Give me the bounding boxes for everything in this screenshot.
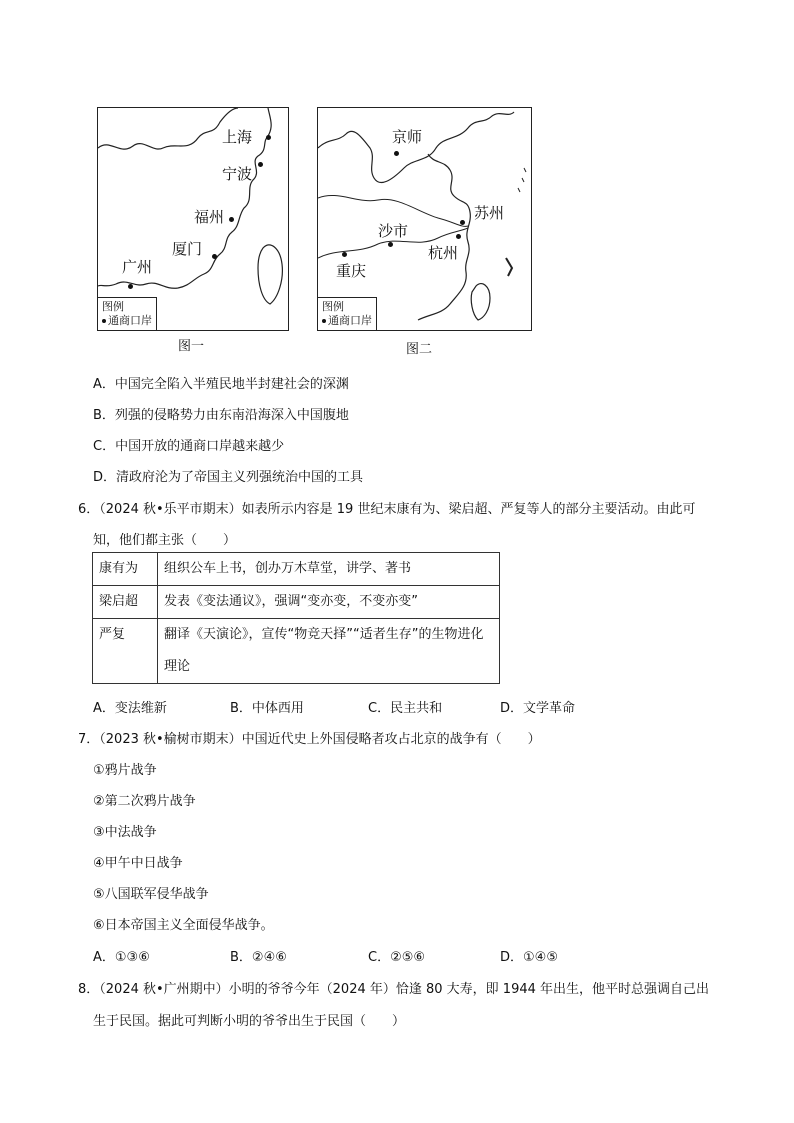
q5-option-d: D．清政府沦为了帝国主义列强统治中国的工具 — [93, 470, 364, 485]
port-dot — [258, 162, 263, 167]
city-label: 广州 — [122, 258, 153, 276]
port-dot — [342, 252, 347, 257]
table-cell-name: 梁启超 — [93, 586, 158, 619]
city-label: 沙市 — [378, 222, 409, 240]
q8-stem-line2: 生于民国。据此可判断小明的爷爷出生于民国（ ） — [93, 1014, 406, 1029]
q7-option-c: C．②⑤⑥ — [368, 950, 426, 965]
port-dot — [456, 234, 461, 239]
q7-item: ⑤八国联军侵华战争 — [93, 887, 209, 902]
q5-option-c: C．中国开放的通商口岸越来越少 — [93, 439, 285, 454]
port-dot — [229, 217, 234, 222]
activities-table — [92, 552, 500, 684]
city-label: 上海 — [222, 128, 253, 146]
table-row — [93, 553, 500, 586]
port-dot — [460, 220, 465, 225]
q7-option-a: A．①③⑥ — [93, 950, 150, 965]
q6-option-c: C．民主共和 — [368, 701, 443, 716]
q8-stem-line1: 8．（2024 秋•广州期中）小明的爷爷今年（2024 年）恰逢 80 大寿，即 1944 年出生，他平时总强调自己出 — [78, 982, 710, 997]
map-legend — [98, 297, 157, 330]
q6-stem-line2: 知，他们都主张（ ） — [93, 533, 237, 548]
legend-dot-icon — [322, 319, 326, 323]
port-dot — [128, 284, 133, 289]
q6-option-a: A．变法维新 — [93, 701, 167, 716]
city-label: 福州 — [194, 208, 225, 226]
legend-title: 图例 — [102, 300, 124, 313]
q5-option-a: A．中国完全陷入半殖民地半封建社会的深渊 — [93, 377, 349, 392]
map-figure-2 — [317, 107, 532, 331]
q7-item: ⑥日本帝国主义全面侵华战争。 — [93, 918, 274, 933]
legend-item: 通商口岸 — [108, 314, 152, 327]
legend-title: 图例 — [322, 300, 344, 313]
table-cell-name: 严复 — [93, 619, 158, 684]
port-dot — [388, 242, 393, 247]
table-cell-activity: 翻译《天演论》，宣传“物竞天择”“适者生存”的生物进化理论 — [158, 619, 500, 684]
q7-stem: 7．（2023 秋•榆树市期末）中国近代史上外国侵略者攻占北京的战争有（ ） — [78, 732, 541, 747]
q7-item: ④甲午中日战争 — [93, 856, 183, 871]
q6-option-b: B．中体西用 — [230, 701, 304, 716]
table-cell-activity: 发表《变法通议》，强调“变亦变，不变亦变” — [158, 586, 500, 619]
port-dot — [266, 135, 271, 140]
city-label: 重庆 — [336, 262, 367, 280]
map-caption-2: 图二 — [406, 342, 433, 357]
city-label: 京师 — [392, 128, 423, 146]
legend-dot-icon — [102, 319, 106, 323]
q7-item: ①鸦片战争 — [93, 763, 157, 778]
q7-option-d: D．①④⑤ — [500, 950, 558, 965]
port-dot — [394, 151, 399, 156]
q6-stem-line1: 6．（2024 秋•乐平市期末）如表所示内容是 19 世纪末康有为、梁启超、严复等人的部分主要活动。由此可 — [78, 502, 696, 517]
table-cell-name: 康有为 — [93, 553, 158, 586]
q5-option-b: B．列强的侵略势力由东南沿海深入中国腹地 — [93, 408, 349, 423]
table-row — [93, 619, 500, 684]
table-cell-activity: 组织公车上书，创办万木草堂，讲学、著书 — [158, 553, 500, 586]
table-row — [93, 586, 500, 619]
q7-item: ②第二次鸦片战争 — [93, 794, 196, 809]
q6-option-d: D．文学革命 — [500, 701, 576, 716]
map-caption-1: 图一 — [178, 339, 205, 354]
city-label: 厦门 — [172, 240, 203, 258]
city-label: 苏州 — [474, 204, 505, 222]
legend-item: 通商口岸 — [328, 314, 372, 327]
q7-option-b: B．②④⑥ — [230, 950, 287, 965]
city-label: 杭州 — [428, 244, 459, 262]
map-legend — [318, 297, 377, 330]
q7-item: ③中法战争 — [93, 825, 157, 840]
city-label: 宁波 — [222, 165, 253, 183]
map-figure-1 — [97, 107, 289, 331]
port-dot — [212, 254, 217, 259]
